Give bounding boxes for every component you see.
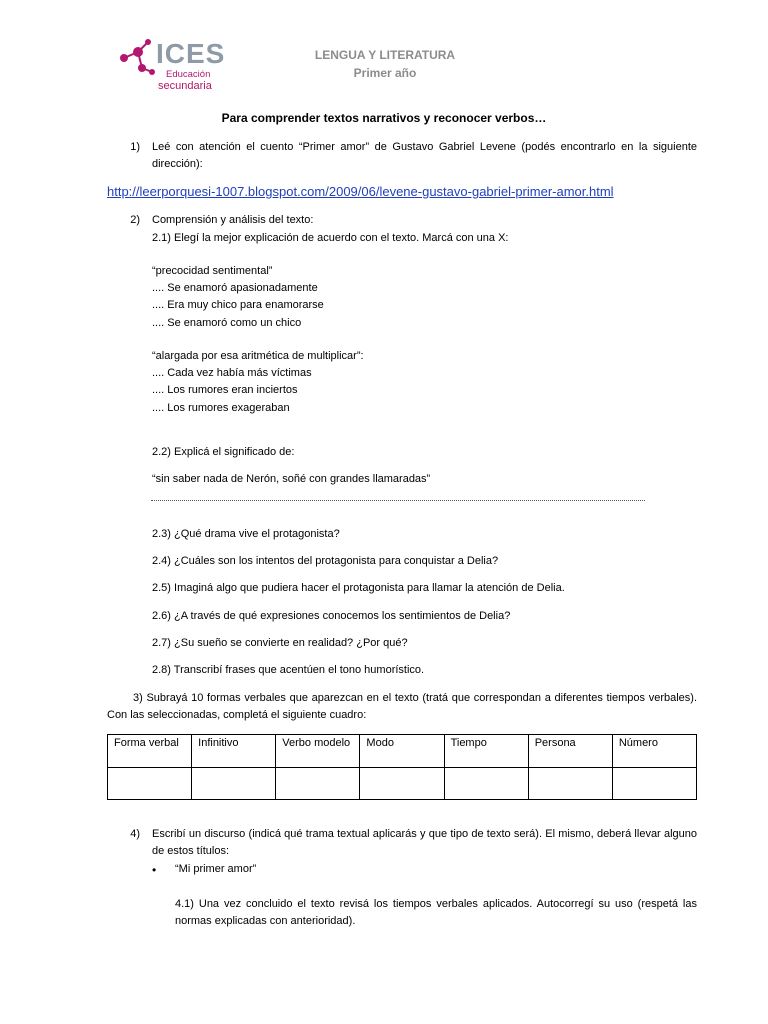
q2-4: 2.4) ¿Cuáles son los intentos del protagonista para conquistar a Delia? bbox=[152, 555, 499, 567]
table-header: Verbo modelo bbox=[276, 735, 360, 768]
q1-text: Leé con atención el cuento “Primer amor” de Gustavo Gabriel Levene (podés encontrarlo en la siguiente dirección): bbox=[152, 141, 697, 170]
table-header: Tiempo bbox=[444, 735, 528, 768]
q2-2-quote: “sin saber nada de Nerón, soñé con grandes llamaradas” bbox=[152, 473, 431, 485]
table-header: Modo bbox=[360, 735, 444, 768]
q2-7: 2.7) ¿Su sueño se convierte en realidad? ¿Por qué? bbox=[152, 637, 408, 649]
q1-number: 1) bbox=[130, 141, 140, 153]
q2-6: 2.6) ¿A través de qué expresiones conocemos los sentimientos de Delia? bbox=[152, 610, 511, 622]
table-cell bbox=[612, 768, 696, 800]
logo-wordmark: ICES bbox=[156, 38, 226, 69]
title-option: “Mi primer amor” bbox=[175, 863, 257, 875]
q2-2-prompt: 2.2) Explicá el significado de: bbox=[152, 446, 295, 458]
q2-3: 2.3) ¿Qué drama vive el protagonista? bbox=[152, 528, 340, 540]
table-cell bbox=[528, 768, 612, 800]
verb-table bbox=[107, 734, 697, 800]
phrase-2: “alargada por esa aritmética de multiplicar”: bbox=[152, 350, 364, 362]
table-header: Forma verbal bbox=[108, 735, 192, 768]
table-header-row bbox=[108, 735, 697, 768]
table-cell bbox=[276, 768, 360, 800]
subject-title: LENGUA Y LITERATURA bbox=[314, 48, 456, 62]
phrase-2-option: .... Los rumores eran inciertos bbox=[152, 384, 298, 396]
phrase-2-option: .... Los rumores exageraban bbox=[152, 402, 290, 414]
table-cell bbox=[360, 768, 444, 800]
course-year: Primer año bbox=[353, 66, 417, 80]
story-link[interactable]: http://leerporquesi-1007.blogspot.com/2009/06/levene-gustavo-gabriel-primer-amor.html bbox=[107, 184, 614, 199]
bullet-icon: • bbox=[152, 863, 157, 877]
q2-intro: Comprensión y análisis del texto: bbox=[152, 214, 314, 226]
phrase-1: “precocidad sentimental” bbox=[152, 265, 273, 277]
table-header: Infinitivo bbox=[192, 735, 276, 768]
logo-subtitle-2: secundaria bbox=[158, 80, 212, 92]
phrase-1-option: .... Se enamoró apasionadamente bbox=[152, 282, 318, 294]
table-cell bbox=[444, 768, 528, 800]
answer-line bbox=[151, 500, 645, 501]
q4-number: 4) bbox=[130, 828, 140, 840]
table-row bbox=[108, 768, 697, 800]
logo-subtitle-1: Educación bbox=[166, 69, 211, 80]
table-cell bbox=[192, 768, 276, 800]
q4-text: Escribí un discurso (indicá qué trama textual aplicarás y que tipo de texto será). El mismo, deberá llevar alguno de estos títulos: bbox=[152, 828, 697, 857]
q4-1-text: 4.1) Una vez concluido el texto revisá los tiempos verbales aplicados. Autocorregí su uso (respetá las normas explicadas con anterioridad). bbox=[175, 898, 697, 927]
q2-8: 2.8) Transcribí frases que acentúen el tono humorístico. bbox=[152, 664, 425, 676]
table-header: Número bbox=[612, 735, 696, 768]
q2-1-instructions: 2.1) Elegí la mejor explicación de acuerdo con el texto. Marcá con una X: bbox=[152, 232, 509, 244]
q2-5: 2.5) Imaginá algo que pudiera hacer el protagonista para llamar la atención de Delia. bbox=[152, 582, 565, 594]
phrase-2-option: .... Cada vez había más víctimas bbox=[152, 367, 312, 379]
table-header: Persona bbox=[528, 735, 612, 768]
q2-number: 2) bbox=[130, 214, 140, 226]
phrase-1-option: .... Era muy chico para enamorarse bbox=[152, 299, 324, 311]
phrase-1-option: .... Se enamoró como un chico bbox=[152, 317, 302, 329]
ices-logo bbox=[116, 34, 236, 94]
table-cell bbox=[108, 768, 192, 800]
document-title: Para comprender textos narrativos y reconocer verbos… bbox=[221, 111, 547, 125]
q3-text: 3) Subrayá 10 formas verbales que aparezcan en el texto (tratá que correspondan a diferentes tiempos verbales). Con las seleccionadas, completá el siguiente cuadro: bbox=[107, 692, 697, 721]
